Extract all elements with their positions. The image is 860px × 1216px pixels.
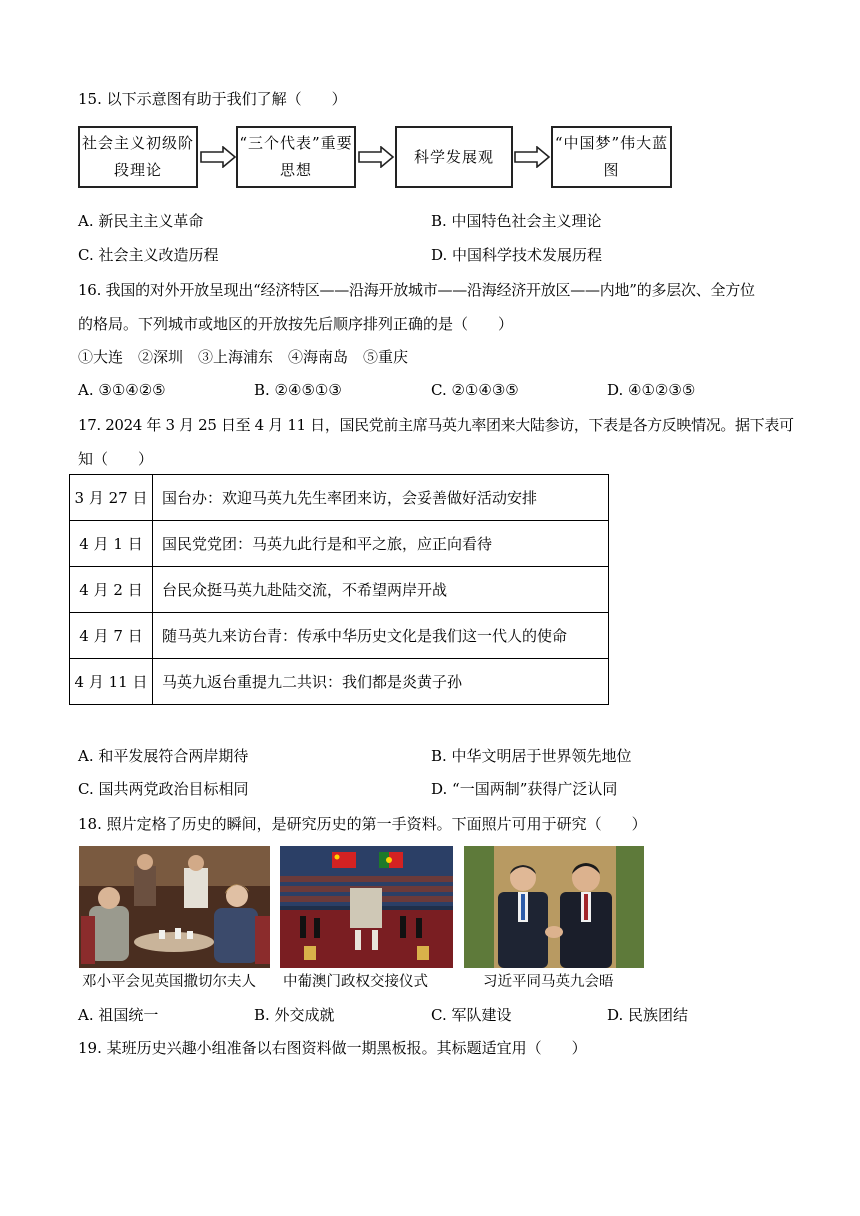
table-cell-text: 国台办：欢迎马英九先生率团来访，会妥善做好活动安排 [153,475,609,521]
flow-box-3: 科学发展观 [395,126,513,188]
question-16-stem-line2: 的格局。下列城市或地区的开放按先后顺序排列正确的是（ ） [78,315,514,333]
question-18-stem: 18. 照片定格了历史的瞬间，是研究历史的第一手资料。下面照片可用于研究（ ） [78,815,647,833]
flow-box-2: “三个代表”重要思想 [236,126,356,188]
question-16-items: ①大连 ②深圳 ③上海浦东 ④海南岛 ⑤重庆 [78,348,409,366]
q18-option-d: D. 民族团结 [607,1006,689,1024]
table-cell-date: 4 月 1 日 [70,521,153,567]
q15-option-b: B. 中国特色社会主义理论 [431,212,602,230]
table-cell-date: 4 月 11 日 [70,659,153,705]
table-cell-date: 4 月 2 日 [70,567,153,613]
q16-option-d: D. ④①②③⑤ [607,381,696,399]
q17-option-a: A. 和平发展符合两岸期待 [78,747,249,765]
flow-arrow-icon [513,146,551,168]
flow-box-1: 社会主义初级阶段理论 [78,126,198,188]
q18-option-b: B. 外交成就 [254,1006,335,1024]
table-cell-text: 台民众挺马英九赴陆交流，不希望两岸开战 [153,567,609,613]
flow-arrow-icon [357,146,395,168]
q17-option-c: C. 国共两党政治目标相同 [78,780,249,798]
q16-option-a: A. ③①④②⑤ [78,381,166,399]
photo-xi-ma-meeting [464,846,644,968]
table-cell-text: 随马英九来访台青：传承中华历史文化是我们这一代人的使命 [153,613,609,659]
q17-option-d: D. “一国两制”获得广泛认同 [431,780,618,798]
table-row [70,567,609,613]
photo-caption-3: 习近平同马英九会晤 [483,974,614,990]
q16-option-c: C. ②①④③⑤ [431,381,519,399]
question-17-stem-line1: 17. 2024 年 3 月 25 日至 4 月 11 日，国民党前主席马英九率团来大陆参访，下表是各方反映情况。据下表可 [78,416,794,434]
q15-option-a: A. 新民主主义革命 [78,212,204,230]
table-row [70,659,609,705]
q16-option-b: B. ②④⑤①③ [254,381,342,399]
question-17-stem-line2: 知（ ） [78,450,154,468]
flow-arrow-icon [199,146,237,168]
table-cell-text: 马英九返台重提九二共识：我们都是炎黄子孙 [153,659,609,705]
question-16-stem-line1: 16. 我国的对外开放呈现出“经济特区——沿海开放城市——沿海经济开放区——内地”的多层次、全方位 [78,281,755,299]
table-row [70,475,609,521]
table-cell-date: 4 月 7 日 [70,613,153,659]
question-19-stem: 19. 某班历史兴趣小组准备以右图资料做一期黑板报。其标题适宜用（ ） [78,1039,587,1057]
q15-option-d: D. 中国科学技术发展历程 [431,246,603,264]
table-cell-date: 3 月 27 日 [70,475,153,521]
photo-deng-thatcher [79,846,270,968]
table-row [70,613,609,659]
q17-option-b: B. 中华文明居于世界领先地位 [431,747,632,765]
photo-caption-1: 邓小平会见英国撒切尔夫人 [82,974,256,990]
table-row [70,521,609,567]
question-15-stem: 15. 以下示意图有助于我们了解（ ） [78,90,347,108]
photo-macau-handover [280,846,453,968]
q18-option-a: A. 祖国统一 [78,1006,159,1024]
reaction-table [69,474,609,705]
flow-box-4: “中国梦”伟大蓝图 [551,126,672,188]
q18-option-c: C. 军队建设 [431,1006,512,1024]
photo-caption-2: 中葡澳门政权交接仪式 [283,974,428,990]
table-cell-text: 国民党党团：马英九此行是和平之旅，应正向看待 [153,521,609,567]
q15-option-c: C. 社会主义改造历程 [78,246,219,264]
